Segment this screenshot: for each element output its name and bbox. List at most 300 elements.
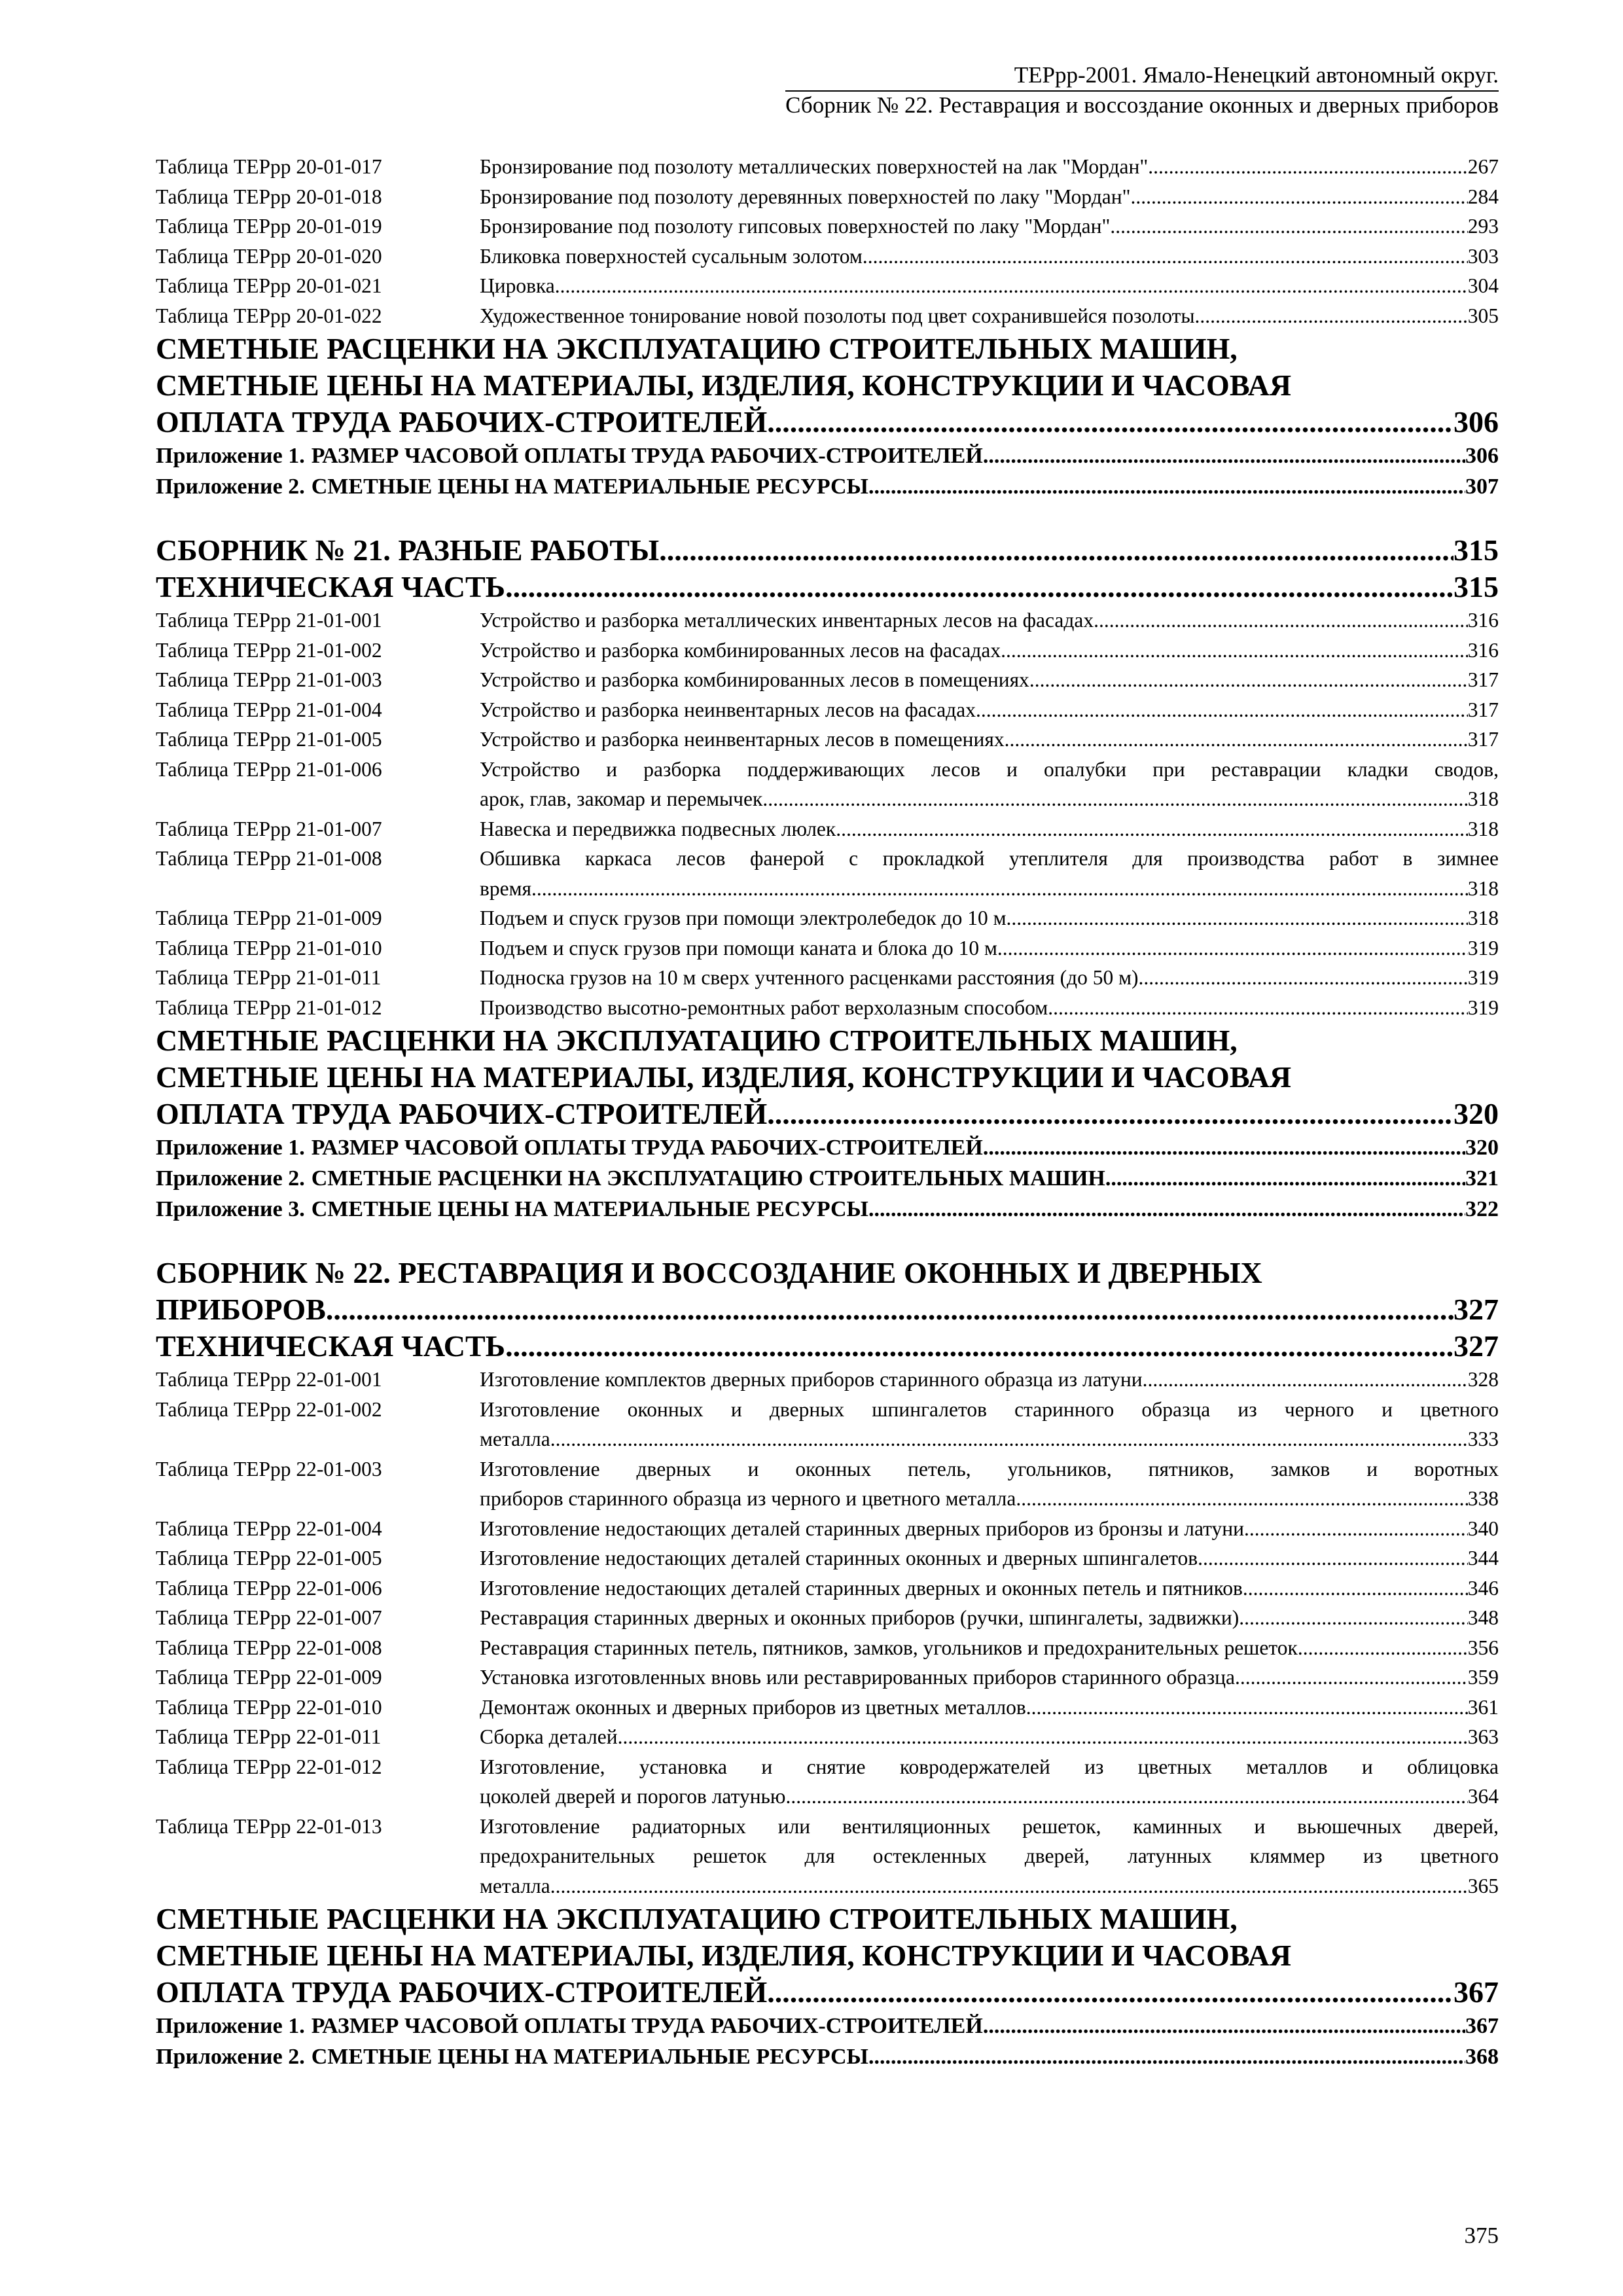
dot-leader [1053, 993, 1468, 1023]
table-entry-description [480, 636, 1499, 666]
table-entry-label: Таблица ТЕРрр 20-01-020 [156, 244, 382, 268]
table-entry-page: 293 [1467, 215, 1499, 238]
closing-heading-text: СМЕТНЫЕ ЦЕНЫ НА МАТЕРИАЛЫ, ИЗДЕЛИЯ, КОНСТРУКЦИИ И ЧАСОВАЯ [156, 1060, 1292, 1094]
closing-heading-line [156, 331, 1499, 367]
table-entry-text-line: Устройство и разборка металлических инвентарных лесов на фасадах [480, 609, 1094, 632]
dot-leader [767, 404, 1454, 440]
table-entry-page: 328 [1467, 1368, 1499, 1391]
table-entry[interactable] [156, 636, 1499, 666]
table-entry-label: Таблица ТЕРрр 22-01-009 [156, 1666, 382, 1689]
table-entry-description [480, 1693, 1499, 1723]
table-entry-description [480, 301, 1499, 331]
appendix-page: 367 [1465, 2014, 1499, 2038]
dot-leader [550, 1424, 1468, 1454]
table-entry[interactable] [156, 605, 1499, 636]
dot-leader [531, 874, 1468, 904]
table-entry-text-line: приборов старинного образца из черного и цветного металла [480, 1487, 1016, 1510]
table-entry-last-line [480, 695, 1499, 725]
table-entry-description [480, 1365, 1499, 1395]
appendix-title: СМЕТНЫЕ ЦЕНЫ НА МАТЕРИАЛЬНЫЕ РЕСУРСЫ [311, 1197, 868, 1221]
table-entry-text-line: Изготовление недостающих деталей старинных оконных и дверных шпингалетов [480, 1547, 1198, 1570]
appendix-label: Приложение 2. [156, 475, 305, 499]
dot-leader [863, 242, 1468, 272]
table-entry[interactable] [156, 963, 1499, 993]
table-entry-description [480, 814, 1499, 844]
table-entry-label: Таблица ТЕРрр 20-01-022 [156, 304, 382, 327]
table-entry-last-line [480, 1365, 1499, 1395]
table-entry-description [480, 1662, 1499, 1693]
table-entry-page: 317 [1467, 728, 1499, 751]
table-entry-text-line: Изготовление недостающих деталей старинных дверных приборов из бронзы и латуни [480, 1516, 1244, 1540]
table-entry-description [480, 1722, 1499, 1752]
table-entry-description [480, 1752, 1499, 1812]
table-entry-label: Таблица ТЕРрр 22-01-005 [156, 1547, 382, 1570]
table-entry[interactable] [156, 1693, 1499, 1723]
table-entry[interactable] [156, 665, 1499, 695]
table-entry-last-line [480, 963, 1499, 993]
table-entry-text-line: Устройство и разборка поддерживающих лесов и опалубки при реставрации кладки сводов, [480, 757, 1499, 781]
table-entry-text-line: Бликовка поверхностей сусальным золотом [480, 244, 863, 268]
table-entry-text-line: Устройство и разборка неинвентарных лесов на фасадах [480, 698, 976, 721]
table-entry[interactable] [156, 1603, 1499, 1633]
table-entry-page: 284 [1467, 185, 1499, 208]
table-entry-description [480, 1543, 1499, 1573]
header-line-2: Сборник № 22. Реставрация и воссоздание оконных и дверных приборов [785, 92, 1499, 118]
table-entry-description [480, 1812, 1499, 1901]
table-entry-description [480, 152, 1499, 182]
table-entry-text-line: Сборка деталей [480, 1725, 618, 1748]
dot-leader [1243, 1573, 1468, 1604]
dot-leader [762, 784, 1467, 814]
section-spacer [156, 502, 1499, 532]
dot-leader [983, 440, 1465, 471]
table-entry[interactable] [156, 933, 1499, 963]
dot-leader [785, 1782, 1467, 1812]
closing-heading-line [156, 1022, 1499, 1059]
table-entry[interactable] [156, 1365, 1499, 1395]
table-entry-description [480, 695, 1499, 725]
table-entry-label: Таблица ТЕРрр 22-01-012 [156, 1755, 382, 1778]
table-entry-text-line: предохранительных решеток для остекленных дверей, латунных кляммер из цветного [480, 1844, 1499, 1867]
dot-leader [1105, 1163, 1465, 1194]
page-number: 375 [1464, 2223, 1499, 2248]
table-entry-page: 316 [1467, 638, 1499, 662]
technical-part-entry[interactable] [156, 1328, 1499, 1365]
dot-leader [1029, 665, 1468, 695]
technical-part-page: 315 [1454, 570, 1499, 603]
appendix-page: 322 [1465, 1197, 1499, 1221]
collection-title[interactable] [156, 1255, 1499, 1328]
table-entry-label: Таблица ТЕРрр 21-01-001 [156, 609, 382, 632]
table-entry-text-line: Подъем и спуск грузов при помощи электролебедок до 10 м. [480, 906, 1012, 929]
table-entry-text-line: Изготовление комплектов дверных приборов старинного образца из латуни [480, 1368, 1143, 1391]
page-header [785, 60, 1499, 120]
table-entry-text-line: Изготовление дверных и оконных петель, угольников, пятников, замков и воротных [480, 1457, 1499, 1480]
closing-heading-text: СМЕТНЫЕ ЦЕНЫ НА МАТЕРИАЛЫ, ИЗДЕЛИЯ, КОНСТРУКЦИИ И ЧАСОВАЯ [156, 368, 1292, 402]
dot-leader [326, 1291, 1454, 1328]
table-entry-text-line: Цировка [480, 274, 555, 297]
dot-leader [767, 1096, 1454, 1132]
technical-part-entry[interactable] [156, 569, 1499, 605]
table-entry-label: Таблица ТЕРрр 22-01-006 [156, 1576, 382, 1600]
closing-heading-line [156, 1937, 1499, 1974]
collection-title-page: 327 [1454, 1293, 1499, 1326]
dot-leader [1198, 1543, 1468, 1573]
dot-leader [1094, 605, 1468, 636]
table-entry-last-line [480, 1871, 1499, 1901]
table-entry-description [480, 963, 1499, 993]
table-entry-description [480, 271, 1499, 301]
dot-leader [555, 271, 1468, 301]
table-entry-description [480, 903, 1499, 933]
table-entry-last-line [480, 242, 1499, 272]
appendix-label: Приложение 1. [156, 2014, 305, 2038]
closing-heading-text: СМЕТНЫЕ ЦЕНЫ НА МАТЕРИАЛЫ, ИЗДЕЛИЯ, КОНСТРУКЦИИ И ЧАСОВАЯ [156, 1939, 1292, 1972]
appendix-entry[interactable] [156, 1132, 1499, 1163]
table-entry[interactable] [156, 1573, 1499, 1604]
table-entry[interactable] [156, 301, 1499, 331]
table-entry-text-line: Реставрация старинных петель, пятников, замков, угольников и предохранительных решеток [480, 1636, 1298, 1659]
table-entry-page: 348 [1467, 1606, 1499, 1629]
appendix-label: Приложение 1. [156, 1136, 305, 1160]
table-entry-last-line [480, 1603, 1499, 1633]
table-entry-description [480, 1633, 1499, 1663]
table-entry-label: Таблица ТЕРрр 22-01-002 [156, 1397, 382, 1421]
table-entry-text-line: Подъем и спуск грузов при помощи каната и блока до 10 м [480, 936, 997, 960]
table-entry-label: Таблица ТЕРрр 22-01-003 [156, 1457, 382, 1480]
table-entry[interactable] [156, 814, 1499, 844]
header-rule [785, 90, 1499, 92]
closing-heading-text: ОПЛАТА ТРУДА РАБОЧИХ-СТРОИТЕЛЕЙ [156, 1097, 768, 1130]
appendix-entry[interactable] [156, 2041, 1499, 2072]
collection-title-text: СБОРНИК № 21. РАЗНЫЕ РАБОТЫ [156, 533, 660, 567]
table-entry-last-line [480, 211, 1499, 242]
table-entry-last-line [480, 271, 1499, 301]
technical-part-label: ТЕХНИЧЕСКАЯ ЧАСТЬ [156, 1329, 506, 1363]
table-entry-page: 317 [1467, 668, 1499, 691]
dot-leader [983, 1132, 1465, 1163]
table-entry-page: 318 [1467, 876, 1499, 900]
table-entry-description [480, 844, 1499, 903]
table-entry[interactable] [156, 903, 1499, 933]
table-entry-last-line [480, 1722, 1499, 1752]
appendix-entry[interactable] [156, 2011, 1499, 2041]
table-entry[interactable] [156, 211, 1499, 242]
table-entry[interactable] [156, 1752, 1499, 1812]
table-entry[interactable] [156, 844, 1499, 903]
dot-leader [1195, 301, 1468, 331]
header-line-1: ТЕРрр-2001. Ямало-Ненецкий автономный округ. [1014, 62, 1499, 88]
table-entry-label: Таблица ТЕРрр 22-01-011 [156, 1725, 382, 1748]
dot-leader [997, 933, 1468, 963]
table-entry[interactable] [156, 725, 1499, 755]
collection-title-text: СБОРНИК № 22. РЕСТАВРАЦИЯ И ВОССОЗДАНИЕ ОКОННЫХ И ДВЕРНЫХ [156, 1256, 1262, 1289]
table-entry-label: Таблица ТЕРрр 21-01-008 [156, 847, 382, 870]
table-entry-page: 363 [1467, 1725, 1499, 1748]
table-entry-last-line [480, 182, 1499, 212]
table-entry-text-line: Устройство и разборка комбинированных лесов на фасадах [480, 638, 1001, 662]
table-entry-last-line [480, 152, 1499, 182]
table-entry-label: Таблица ТЕРрр 21-01-003 [156, 668, 382, 691]
table-entry[interactable] [156, 1514, 1499, 1544]
appendix-title: СМЕТНЫЕ РАСЦЕНКИ НА ЭКСПЛУАТАЦИЮ СТРОИТЕЛЬНЫХ МАШИН [311, 1166, 1105, 1191]
table-entry-description [480, 1395, 1499, 1454]
table-entry[interactable] [156, 152, 1499, 182]
appendix-label: Приложение 3. [156, 1197, 305, 1221]
table-entry-last-line [480, 665, 1499, 695]
table-of-contents [156, 152, 1499, 2072]
table-entry[interactable] [156, 1543, 1499, 1573]
table-entry-text-line: металла [480, 1874, 550, 1897]
dot-leader [1143, 1365, 1468, 1395]
table-entry-label: Таблица ТЕРрр 22-01-013 [156, 1814, 382, 1838]
table-entry-label: Таблица ТЕРрр 22-01-010 [156, 1695, 382, 1719]
appendix-label: Приложение 2. [156, 1166, 305, 1191]
collection-title-line [156, 1255, 1499, 1291]
table-entry-text-line: Установка изготовленных вновь или реставрированных приборов старинного образца. [480, 1666, 1240, 1689]
table-entry-description [480, 1573, 1499, 1604]
dot-leader [1026, 1693, 1468, 1723]
technical-part-label: ТЕХНИЧЕСКАЯ ЧАСТЬ [156, 570, 506, 603]
table-entry-page: 317 [1467, 698, 1499, 721]
table-entry-last-line [480, 1484, 1499, 1514]
table-entry-description [480, 1603, 1499, 1633]
appendix-page: 306 [1465, 444, 1499, 468]
dot-leader [767, 1974, 1454, 2011]
table-entry-text-line: арок, глав, закомар и перемычек [480, 787, 763, 810]
table-entry-page: 346 [1467, 1576, 1499, 1600]
table-entry-last-line [480, 1662, 1499, 1693]
appendix-entry[interactable] [156, 440, 1499, 471]
closing-heading-line [156, 1901, 1499, 1937]
closing-heading-text: СМЕТНЫЕ РАСЦЕНКИ НА ЭКСПЛУАТАЦИЮ СТРОИТЕЛЬНЫХ МАШИН, [156, 1902, 1238, 1935]
dot-leader [868, 1194, 1465, 1225]
table-entry-label: Таблица ТЕРрр 22-01-001 [156, 1368, 382, 1391]
appendix-entry[interactable] [156, 1194, 1499, 1225]
appendix-title: СМЕТНЫЕ ЦЕНЫ НА МАТЕРИАЛЬНЫЕ РЕСУРСЫ [311, 2045, 868, 2069]
dot-leader [550, 1871, 1468, 1901]
table-entry-page: 267 [1467, 155, 1499, 178]
closing-heading-line [156, 367, 1499, 404]
table-entry-last-line [480, 301, 1499, 331]
appendix-entry[interactable] [156, 471, 1499, 502]
table-entry-page: 319 [1467, 996, 1499, 1019]
table-entry-description [480, 605, 1499, 636]
table-entry-page: 365 [1467, 1874, 1499, 1897]
table-entry-label: Таблица ТЕРрр 21-01-002 [156, 638, 382, 662]
table-entry-text-line: Бронзирование под позолоту гипсовых поверхностей по лаку "Мордан" [480, 215, 1111, 238]
table-entry-label: Таблица ТЕРрр 20-01-019 [156, 215, 382, 238]
table-entry-last-line [480, 1782, 1499, 1812]
collection-title-text: ПРИБОРОВ [156, 1293, 326, 1326]
table-entry-last-line [480, 1514, 1499, 1544]
table-entry-text-line: Демонтаж оконных и дверных приборов из цветных металлов [480, 1695, 1026, 1719]
table-entry[interactable] [156, 242, 1499, 272]
table-entry-label: Таблица ТЕРрр 20-01-021 [156, 274, 382, 297]
closing-heading-line [156, 1059, 1499, 1096]
table-entry-page: 333 [1467, 1427, 1499, 1450]
table-entry-text-line: Изготовление радиаторных или вентиляционных решеток, каминных и вьюшечных дверей, [480, 1814, 1499, 1838]
table-entry-text-line: Подноска грузов на 10 м сверх учтенного расценками расстояния (до 50 м) [480, 966, 1139, 989]
table-entry-text-line: Производство высотно-ремонтных работ верхолазным способом. [480, 996, 1054, 1019]
closing-heading-text: СМЕТНЫЕ РАСЦЕНКИ НА ЭКСПЛУАТАЦИЮ СТРОИТЕЛЬНЫХ МАШИН, [156, 332, 1238, 365]
table-entry-last-line [480, 903, 1499, 933]
dot-leader [659, 532, 1454, 569]
dot-leader [1148, 152, 1468, 182]
section-spacer [156, 1225, 1499, 1255]
table-entry[interactable] [156, 1633, 1499, 1663]
table-entry-page: 356 [1467, 1636, 1499, 1659]
dot-leader [1139, 963, 1468, 993]
appendix-title: РАЗМЕР ЧАСОВОЙ ОПЛАТЫ ТРУДА РАБОЧИХ-СТРОИТЕЛЕЙ [311, 444, 983, 468]
appendix-page: 320 [1465, 1136, 1499, 1160]
appendix-label: Приложение 1. [156, 444, 305, 468]
table-entry-last-line [480, 814, 1499, 844]
closing-heading[interactable] [156, 1022, 1499, 1132]
dot-leader [1011, 903, 1467, 933]
table-entry[interactable] [156, 1812, 1499, 1901]
dot-leader [1244, 1514, 1468, 1544]
collection-title[interactable] [156, 532, 1499, 569]
collection-title-line [156, 1291, 1499, 1328]
table-entry-label: Таблица ТЕРрр 21-01-006 [156, 757, 382, 781]
dot-leader [618, 1722, 1468, 1752]
table-entry-text-line: Изготовление недостающих деталей старинных дверных и оконных петель и пятников [480, 1576, 1243, 1600]
table-entry-page: 319 [1467, 966, 1499, 989]
table-entry-label: Таблица ТЕРрр 22-01-007 [156, 1606, 382, 1629]
appendix-title: СМЕТНЫЕ ЦЕНЫ НА МАТЕРИАЛЬНЫЕ РЕСУРСЫ [311, 475, 868, 499]
dot-leader [1298, 1633, 1468, 1663]
table-entry-last-line [480, 1633, 1499, 1663]
table-entry[interactable] [156, 755, 1499, 814]
table-entry-last-line [480, 636, 1499, 666]
table-entry-text-line: Обшивка каркаса лесов фанерой с прокладкой утеплителя для производства работ в зимнее [480, 847, 1499, 870]
table-entry-description [480, 182, 1499, 212]
table-entry-description [480, 1454, 1499, 1514]
dot-leader [1016, 1484, 1467, 1514]
closing-heading-text: СМЕТНЫЕ РАСЦЕНКИ НА ЭКСПЛУАТАЦИЮ СТРОИТЕЛЬНЫХ МАШИН, [156, 1024, 1238, 1057]
table-entry[interactable] [156, 695, 1499, 725]
table-entry-last-line [480, 874, 1499, 904]
table-entry[interactable] [156, 1662, 1499, 1693]
table-entry[interactable] [156, 182, 1499, 212]
table-entry-label: Таблица ТЕРрр 22-01-004 [156, 1516, 382, 1540]
dot-leader [868, 2041, 1465, 2072]
closing-heading-page: 367 [1454, 1975, 1499, 2009]
collection-title-page: 315 [1454, 533, 1499, 567]
table-entry-label: Таблица ТЕРрр 21-01-012 [156, 996, 382, 1019]
table-entry-text-line: Устройство и разборка комбинированных лесов в помещениях [480, 668, 1029, 691]
table-entry-text-line: Изготовление, установка и снятие ковродержателей из цветных металлов и облицовка [480, 1755, 1499, 1778]
closing-heading-line [156, 1974, 1499, 2011]
table-entry-description [480, 993, 1499, 1023]
appendix-entry[interactable] [156, 1163, 1499, 1194]
table-entry-last-line [480, 1543, 1499, 1573]
table-entry[interactable] [156, 1722, 1499, 1752]
table-entry-text-line: Устройство и разборка неинвентарных лесов в помещениях [480, 728, 1005, 751]
table-entry-label: Таблица ТЕРрр 20-01-018 [156, 185, 382, 208]
appendix-label: Приложение 2. [156, 2045, 305, 2069]
table-entry-description [480, 933, 1499, 963]
table-entry[interactable] [156, 271, 1499, 301]
table-entry-page: 338 [1467, 1487, 1499, 1510]
table-entry-page: 303 [1467, 244, 1499, 268]
technical-part-page: 327 [1454, 1329, 1499, 1363]
table-entry-label: Таблица ТЕРрр 21-01-009 [156, 906, 382, 929]
table-entry-text-line: Навеска и передвижка подвесных люлек [480, 817, 836, 840]
appendix-title: РАЗМЕР ЧАСОВОЙ ОПЛАТЫ ТРУДА РАБОЧИХ-СТРОИТЕЛЕЙ [311, 1136, 983, 1160]
closing-heading-text: ОПЛАТА ТРУДА РАБОЧИХ-СТРОИТЕЛЕЙ [156, 405, 768, 439]
appendix-page: 321 [1465, 1166, 1499, 1191]
table-entry-last-line [480, 933, 1499, 963]
appendix-page: 368 [1465, 2045, 1499, 2069]
table-entry-page: 364 [1467, 1785, 1499, 1808]
table-entry-last-line [480, 993, 1499, 1023]
table-entry-page: 316 [1467, 609, 1499, 632]
table-entry-page: 361 [1467, 1695, 1499, 1719]
dot-leader [976, 695, 1468, 725]
appendix-page: 307 [1465, 475, 1499, 499]
table-entry-last-line [480, 725, 1499, 755]
table-entry-description [480, 1514, 1499, 1544]
appendix-title: РАЗМЕР ЧАСОВОЙ ОПЛАТЫ ТРУДА РАБОЧИХ-СТРОИТЕЛЕЙ [311, 2014, 983, 2038]
table-entry-text-line: Бронзирование под позолоту деревянных поверхностей по лаку "Мордан" [480, 185, 1131, 208]
closing-heading-line [156, 404, 1499, 440]
table-entry-last-line [480, 1424, 1499, 1454]
table-entry-page: 304 [1467, 274, 1499, 297]
dot-leader [868, 471, 1465, 502]
closing-heading-page: 320 [1454, 1097, 1499, 1130]
table-entry-page: 319 [1467, 936, 1499, 960]
table-entry-description [480, 211, 1499, 242]
dot-leader [1239, 1603, 1468, 1633]
dot-leader [505, 569, 1454, 605]
table-entry-text-line: цоколей дверей и порогов латунью [480, 1785, 786, 1808]
dot-leader [836, 814, 1468, 844]
dot-leader [1110, 211, 1467, 242]
table-entry-page: 318 [1467, 817, 1499, 840]
table-entry[interactable] [156, 993, 1499, 1023]
table-entry-description [480, 725, 1499, 755]
table-entry-text-line: Художественное тонирование новой позолоты под цвет сохранившейся позолоты [480, 304, 1195, 327]
table-entry-label: Таблица ТЕРрр 21-01-005 [156, 728, 382, 751]
closing-heading-text: ОПЛАТА ТРУДА РАБОЧИХ-СТРОИТЕЛЕЙ [156, 1975, 768, 2009]
closing-heading-line [156, 1096, 1499, 1132]
table-entry-text-line: металла [480, 1427, 550, 1450]
table-entry-label: Таблица ТЕРрр 20-01-017 [156, 155, 382, 178]
closing-heading-page: 306 [1454, 405, 1499, 439]
table-entry-text-line: Изготовление оконных и дверных шпингалетов старинного образца из черного и цветного [480, 1397, 1499, 1421]
dot-leader [1240, 1662, 1468, 1693]
table-entry-page: 318 [1467, 906, 1499, 929]
dot-leader [1005, 725, 1468, 755]
table-entry[interactable] [156, 1395, 1499, 1454]
table-entry-last-line [480, 784, 1499, 814]
table-entry-description [480, 755, 1499, 814]
table-entry-last-line [480, 605, 1499, 636]
closing-heading[interactable] [156, 331, 1499, 440]
table-entry[interactable] [156, 1454, 1499, 1514]
table-entry-label: Таблица ТЕРрр 21-01-010 [156, 936, 382, 960]
table-entry-page: 318 [1467, 787, 1499, 810]
dot-leader [505, 1328, 1454, 1365]
table-entry-page: 359 [1467, 1666, 1499, 1689]
table-entry-description [480, 665, 1499, 695]
closing-heading[interactable] [156, 1901, 1499, 2011]
table-entry-page: 340 [1467, 1516, 1499, 1540]
dot-leader [1130, 182, 1467, 212]
table-entry-label: Таблица ТЕРрр 21-01-011 [156, 966, 382, 989]
